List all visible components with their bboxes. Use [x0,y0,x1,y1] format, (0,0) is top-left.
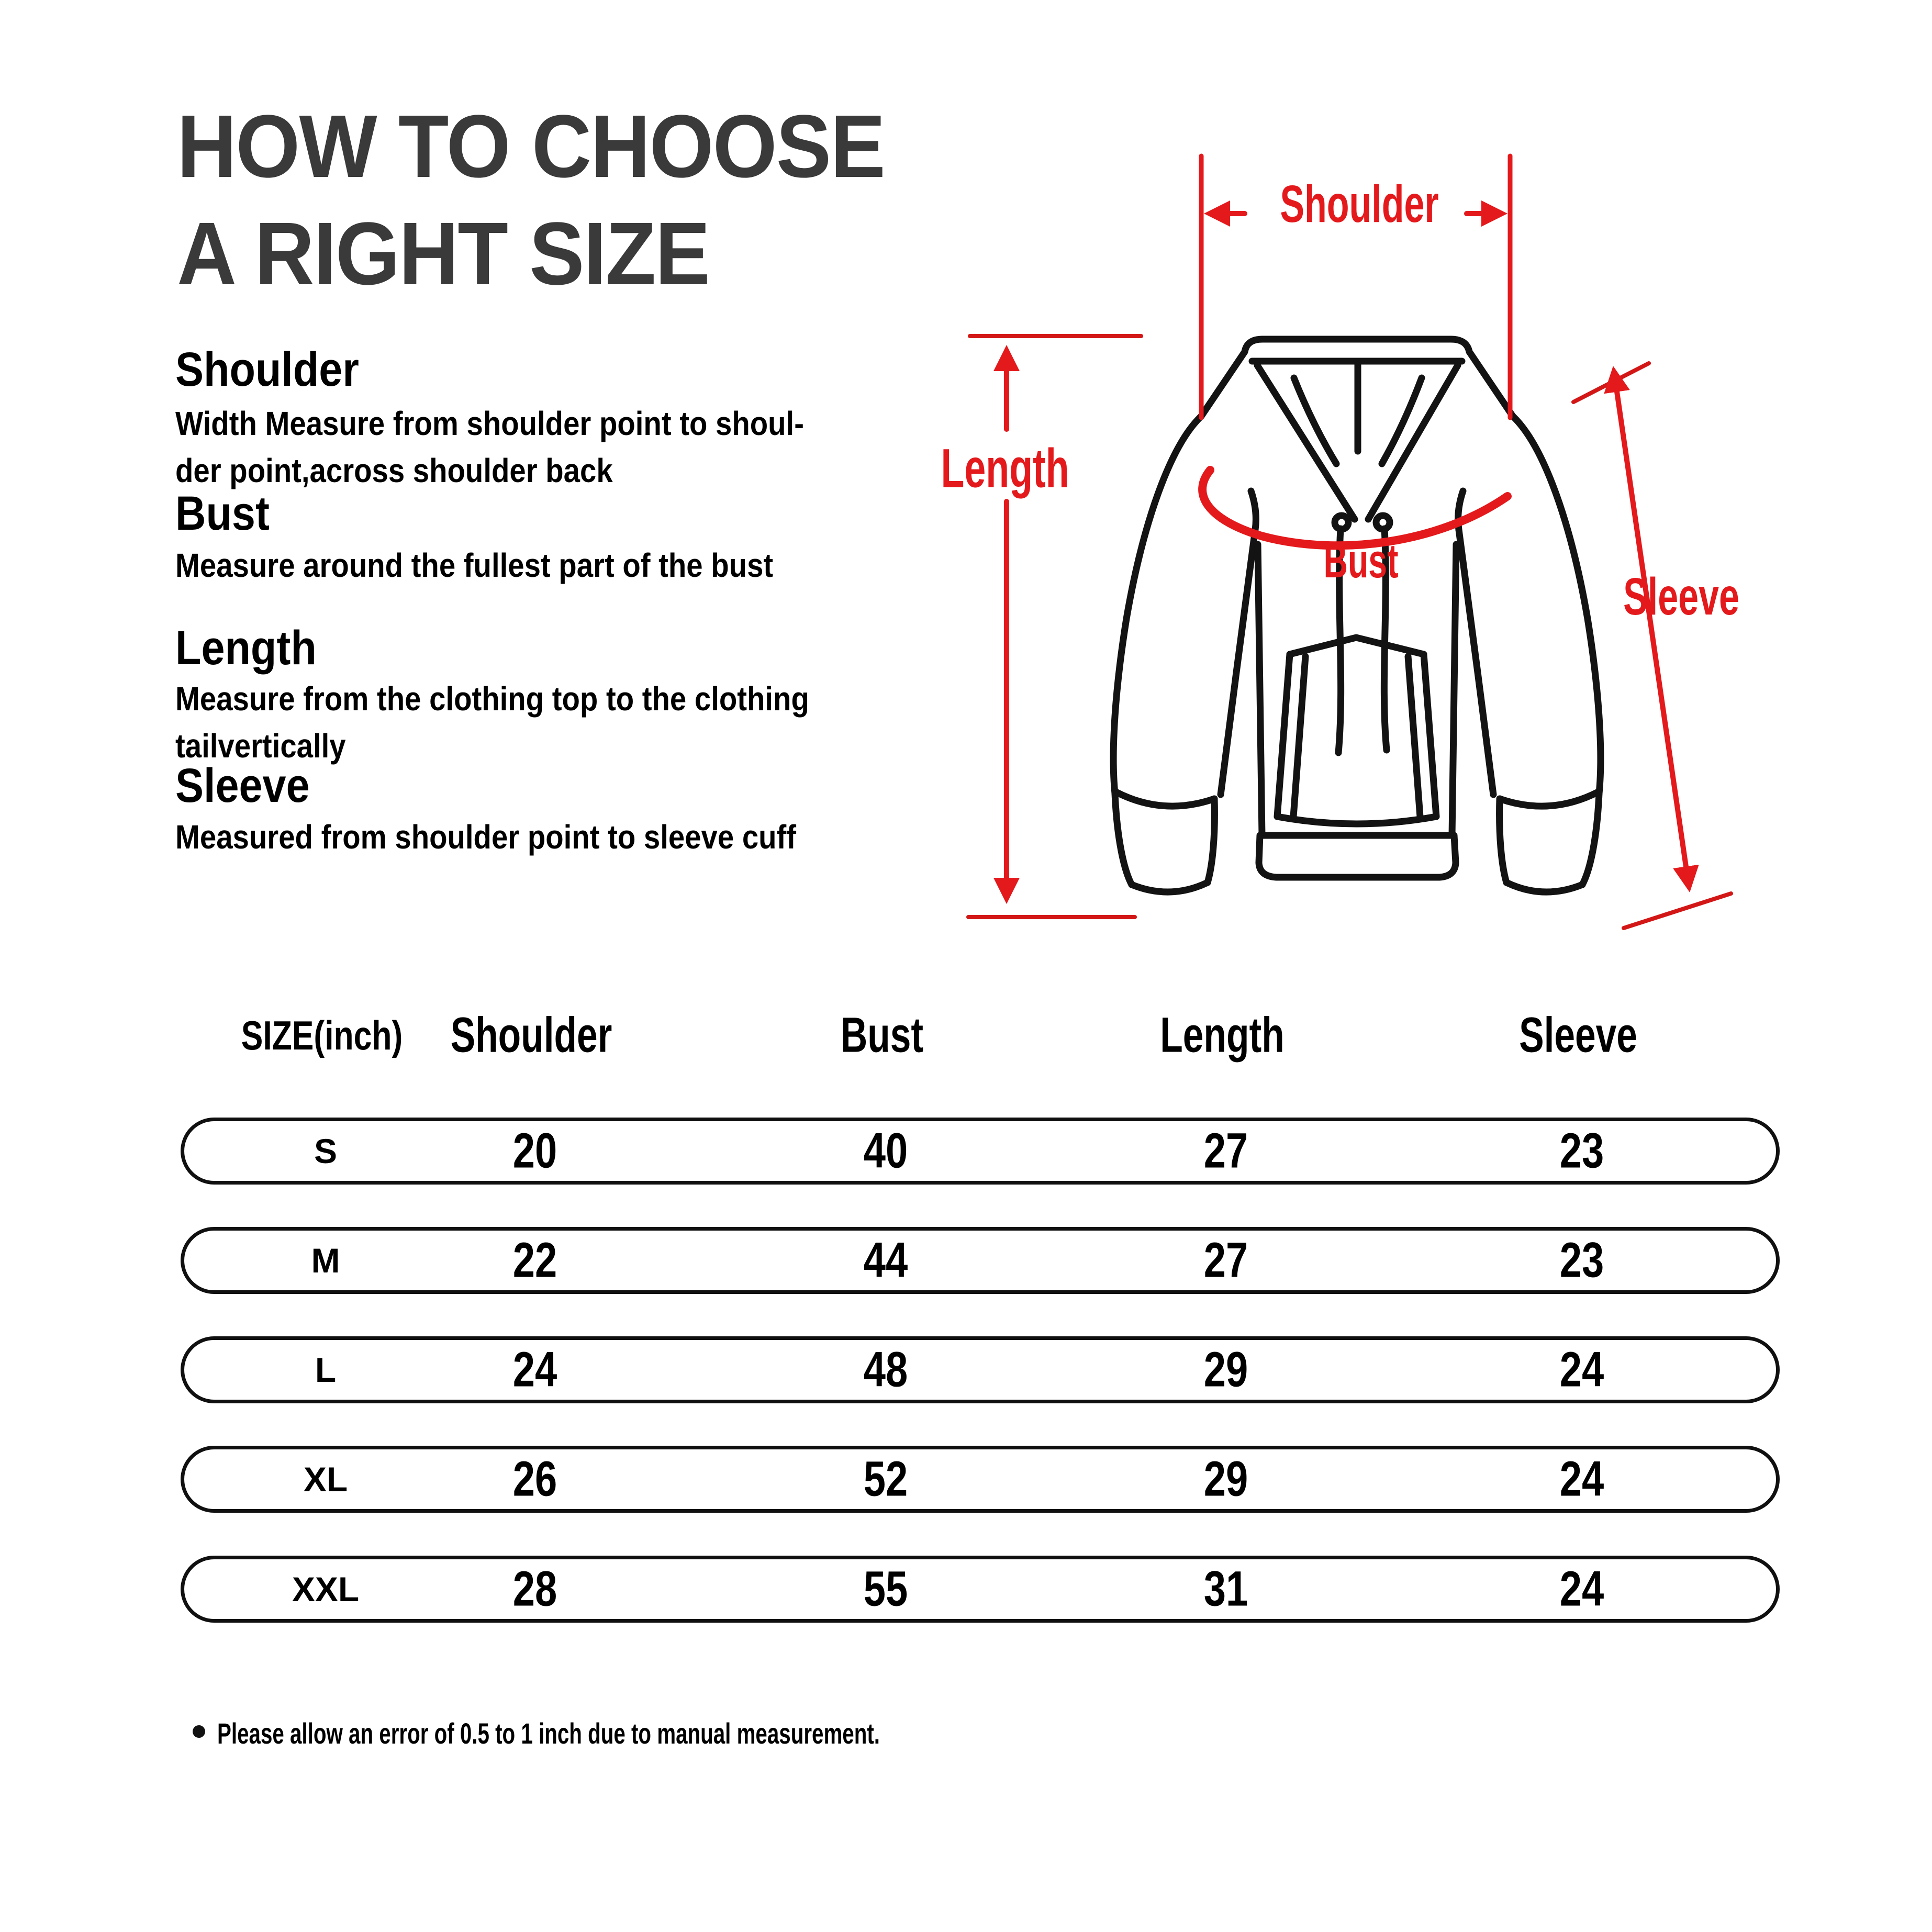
def-term-length: Length [175,621,317,675]
def-length-line-1: Measure from the clothing top to the clothing [175,680,809,718]
row-l-shoulder: 24 [512,1342,557,1398]
row-xxl-size: XXL [292,1570,360,1609]
table-row-s [181,1118,1780,1185]
row-m-shoulder: 22 [512,1232,557,1288]
row-s-sleeve: 23 [1559,1123,1604,1179]
row-m-sleeve: 23 [1559,1232,1604,1288]
row-m-bust: 44 [863,1232,908,1288]
def-shoulder-line-1: Width Measure from shoulder point to shoul- [175,405,804,442]
table-row-l [181,1336,1780,1403]
def-term-bust: Bust [175,487,270,540]
row-s-bust: 40 [863,1123,908,1179]
row-xxl-length: 31 [1203,1561,1248,1617]
def-term-shoulder: Shoulder [175,343,359,396]
sleeve-top-tick [1573,363,1649,402]
row-xl-bust: 52 [863,1451,908,1507]
row-s-shoulder: 20 [512,1123,557,1179]
table-row-xxl [181,1556,1780,1623]
sleeve-bottom-tick [1624,894,1731,928]
row-xl-length: 29 [1203,1451,1248,1507]
row-xl-size: XL [303,1460,348,1499]
diagram-label-sleeve: Sleeve [1623,567,1739,626]
row-xl-sleeve: 24 [1559,1451,1604,1507]
def-shoulder-line-2: der point,across shoulder back [175,452,613,489]
sleeve-arrow-icon [1614,374,1689,885]
row-m-length: 27 [1203,1232,1248,1288]
page-title-line-2: A RIGHT SIZE [177,204,710,304]
diagram-label-bust: Bust [1323,534,1399,588]
row-l-bust: 48 [863,1342,908,1398]
table-header-sleeve: Sleeve [1519,1007,1637,1063]
def-term-sleeve: Sleeve [175,759,310,812]
footnote-bullet-icon [193,1725,205,1738]
hoodie-outline-icon [1113,339,1601,892]
def-length-line-2: tailvertically [175,727,346,765]
def-bust-line-1: Measure around the fullest part of the bust [175,546,774,584]
def-sleeve-line-1: Measured from shoulder point to sleeve cuff [175,818,797,856]
page-title-line-1: HOW TO CHOOSE [177,97,885,196]
row-s-size: S [314,1132,338,1170]
row-xl-shoulder: 26 [512,1451,557,1507]
row-l-length: 29 [1203,1342,1248,1398]
table-row-xl [181,1446,1780,1513]
row-xxl-shoulder: 28 [512,1561,557,1617]
table-row-m [181,1227,1780,1294]
row-l-sleeve: 24 [1559,1342,1604,1398]
diagram-label-shoulder: Shoulder [1280,175,1439,233]
table-header-shoulder: Shoulder [450,1007,612,1063]
row-xxl-sleeve: 24 [1559,1561,1604,1617]
row-xxl-bust: 55 [863,1561,908,1617]
diagram-label-length: Length [941,438,1069,499]
table-header-length: Length [1160,1007,1285,1063]
row-s-length: 27 [1203,1123,1248,1179]
row-l-size: L [315,1350,337,1389]
table-header-bust: Bust [840,1007,924,1063]
table-header-size: SIZE(inch) [241,1012,403,1058]
row-m-size: M [311,1241,340,1280]
footnote: Please allow an error of 0.5 to 1 inch due to manual measurement. [217,1717,880,1750]
